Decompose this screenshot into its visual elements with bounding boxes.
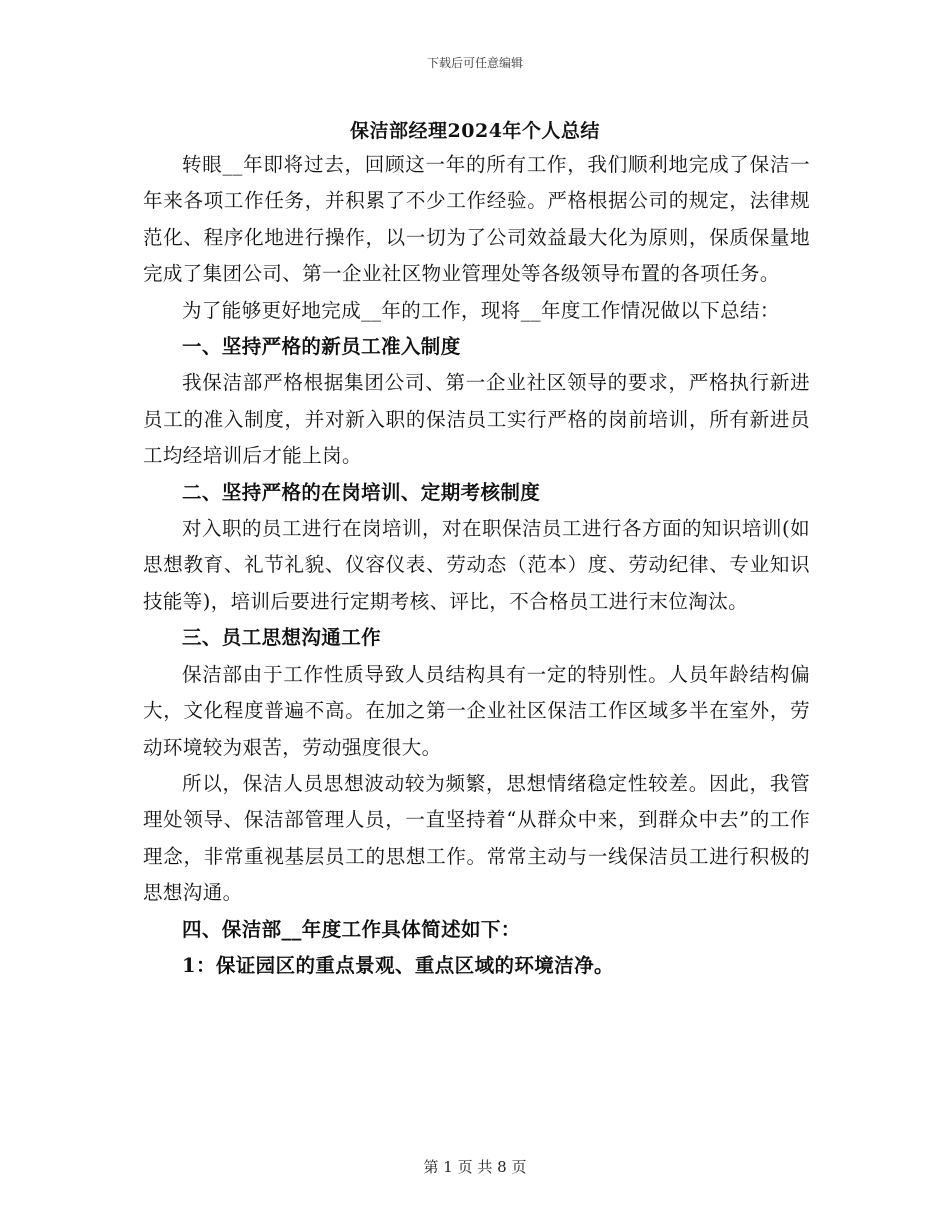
page-footer: 第 1 页 共 8 页: [423, 1158, 527, 1176]
sub-heading-4-1: 1：保证园区的重点景观、重点区域的环境洁净。: [182, 953, 614, 977]
section-heading-1: 一、坚持严格的新员工准入制度: [182, 335, 461, 359]
section-heading-2: 二、坚持严格的在岗培训、定期考核制度: [182, 480, 541, 504]
paragraph-section-3b: 所以，保洁人员思想波动较为频繁，思想情绪稳定性较差。因此，我管理处领导、保洁部管理人员，一直坚持着“从群众中来，到群众中去”的工作理念，非常重视基层员工的思想工作。常常主动与一线保洁员工进行积极的思想沟通。: [143, 771, 810, 905]
paragraph-section-1: 我保洁部严格根据集团公司、第一企业社区领导的要求，严格执行新进员工的准入制度，并对新入职的保洁员工实行严格的岗前培训，所有新进员工均经培训后才能上岗。: [143, 371, 810, 468]
paragraph-summary-lead: 为了能够更好地完成__年的工作，现将__年度工作情况做以下总结：: [182, 298, 780, 322]
paragraph-section-3a: 保洁部由于工作性质导致人员结构具有一定的特别性。人员年龄结构偏大，文化程度普遍不高。在加之第一企业社区保洁工作区域多半在室外，劳动环境较为艰苦，劳动强度很大。: [143, 662, 810, 759]
section-heading-3: 三、员工思想沟通工作: [182, 626, 382, 650]
paragraph-section-2: 对入职的员工进行在岗培训，对在职保洁员工进行各方面的知识培训(如思想教育、礼节礼貌、仪容仪表、劳动态（范本）度、劳动纪律、专业知识技能等)，培训后要进行定期考核、评比，不合格员工进行末位淘汰。: [143, 517, 810, 613]
document-title: 保洁部经理2024年个人总结: [350, 120, 600, 142]
document-body: [143, 147, 810, 984]
paragraph-intro: 转眼__年即将过去，回顾这一年的所有工作，我们顺利地完成了保洁一年来各项工作任务，并积累了不少工作经验。严格根据公司的规定，法律规范化、程序化地进行操作，以一切为了公司效益最大化为原则，保质保量地完成了集团公司、第一企业社区物业管理处等各级领导布置的各项任务。: [143, 153, 810, 286]
section-heading-4: 四、保洁部__年度工作具体简述如下：: [182, 917, 521, 941]
page-header: 下载后可任意编辑: [426, 56, 523, 70]
